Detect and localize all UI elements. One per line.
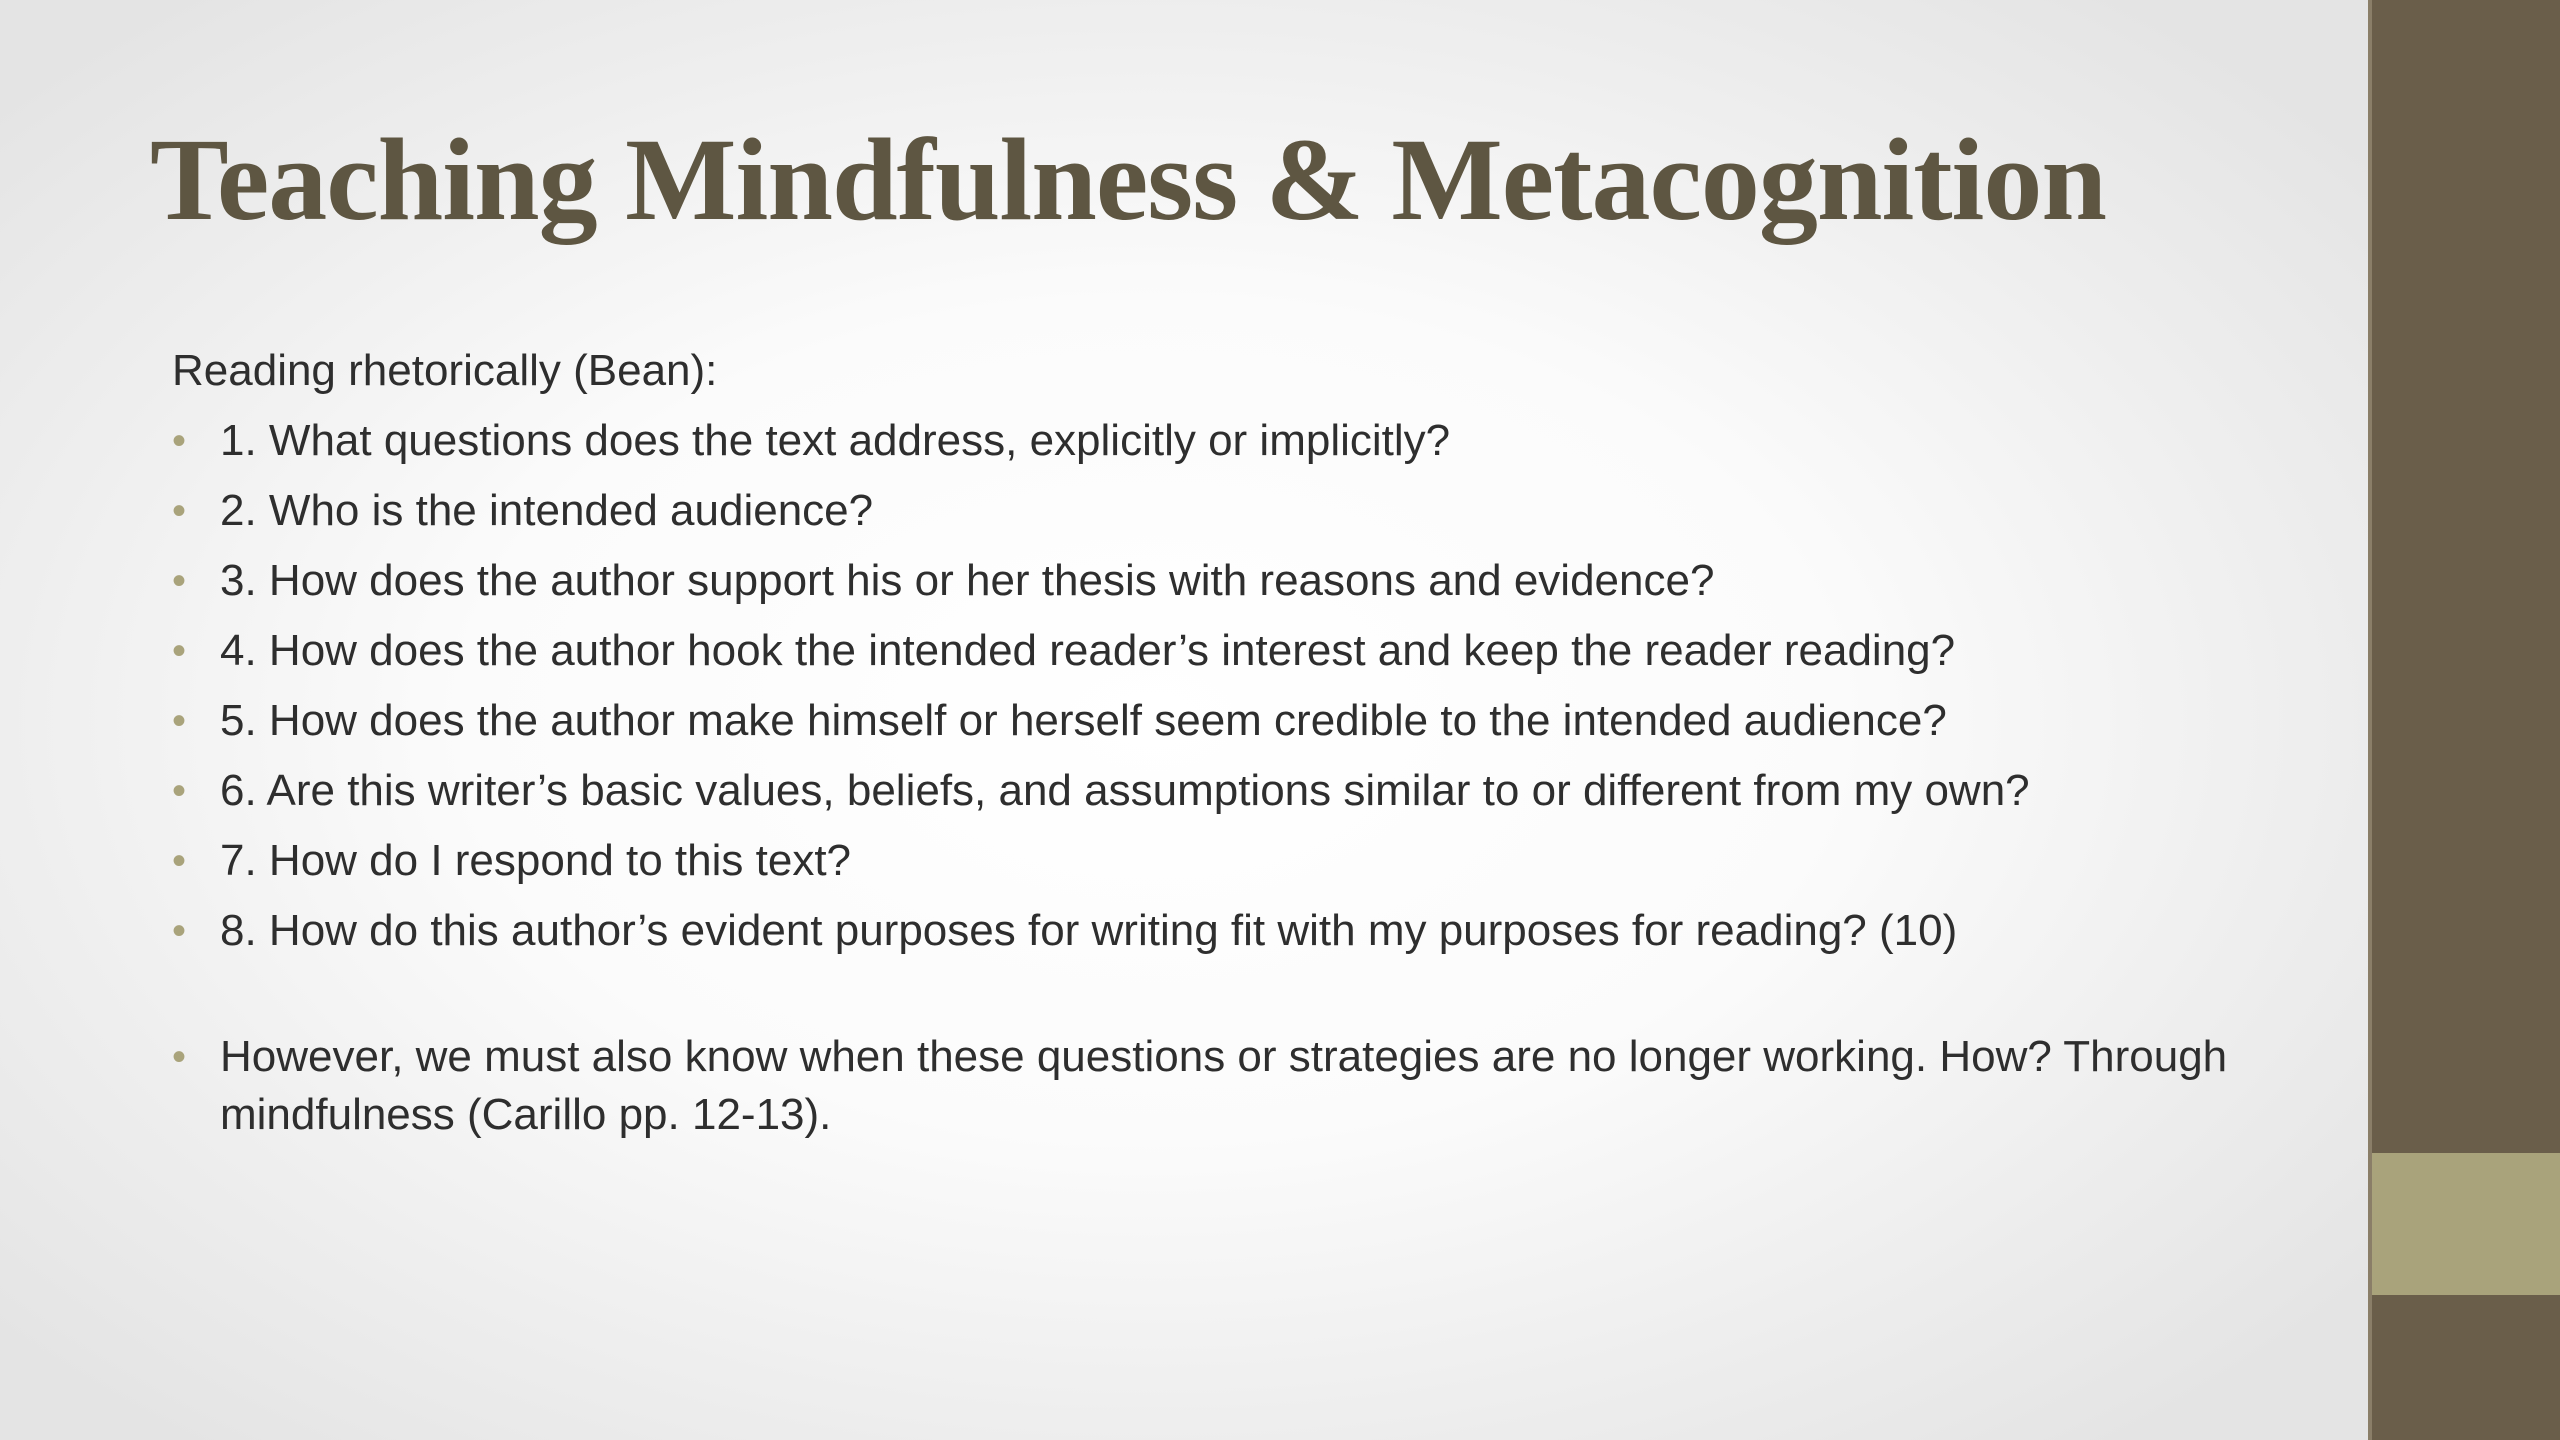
list-item <box>172 832 2292 890</box>
list-item <box>172 902 2292 960</box>
list-item <box>172 552 2292 610</box>
list-item-text: However, we must also know when these questions or strategies are no longer working. How? Through mindfulness (Carillo pp. 12-13). <box>220 1032 2228 1139</box>
list-item <box>172 412 2292 470</box>
list-item-text: 6. Are this writer’s basic values, beliefs, and assumptions similar to or different from my own? <box>220 766 2030 815</box>
bullet-icon: • <box>172 769 187 813</box>
bullet-icon: • <box>172 1035 187 1079</box>
list-item <box>172 692 2292 750</box>
list-item <box>172 622 2292 680</box>
bullet-icon: • <box>172 699 187 743</box>
slide-title: Teaching Mindfulness & Metacognition <box>150 114 2106 245</box>
list-item <box>172 1028 2292 1144</box>
bullet-icon: • <box>172 909 187 953</box>
slide-body <box>172 342 2292 1156</box>
bullet-list <box>172 412 2292 1144</box>
bullet-icon: • <box>172 419 187 463</box>
bullet-icon: • <box>172 629 187 673</box>
bullet-icon: • <box>172 839 187 883</box>
list-item <box>172 762 2292 820</box>
list-item-text: 4. How does the author hook the intended reader’s interest and keep the reader reading? <box>220 626 1956 675</box>
bullet-icon: • <box>172 559 187 603</box>
list-item-text: 7. How do I respond to this text? <box>220 836 852 885</box>
bullet-icon: • <box>172 489 187 533</box>
list-item-text: 8. How do this author’s evident purposes for writing fit with my purposes for reading? (10) <box>220 906 1958 955</box>
list-item-text: 3. How does the author support his or her thesis with reasons and evidence? <box>220 556 1715 605</box>
list-item-text: 1. What questions does the text address, explicitly or implicitly? <box>220 416 1451 465</box>
intro-text: Reading rhetorically (Bean): <box>172 346 718 395</box>
list-item-text: 2. Who is the intended audience? <box>220 486 874 535</box>
list-item-text: 5. How does the author make himself or herself seem credible to the intended audience? <box>220 696 1947 745</box>
list-item <box>172 482 2292 540</box>
decorative-accent-block <box>2372 1153 2560 1295</box>
